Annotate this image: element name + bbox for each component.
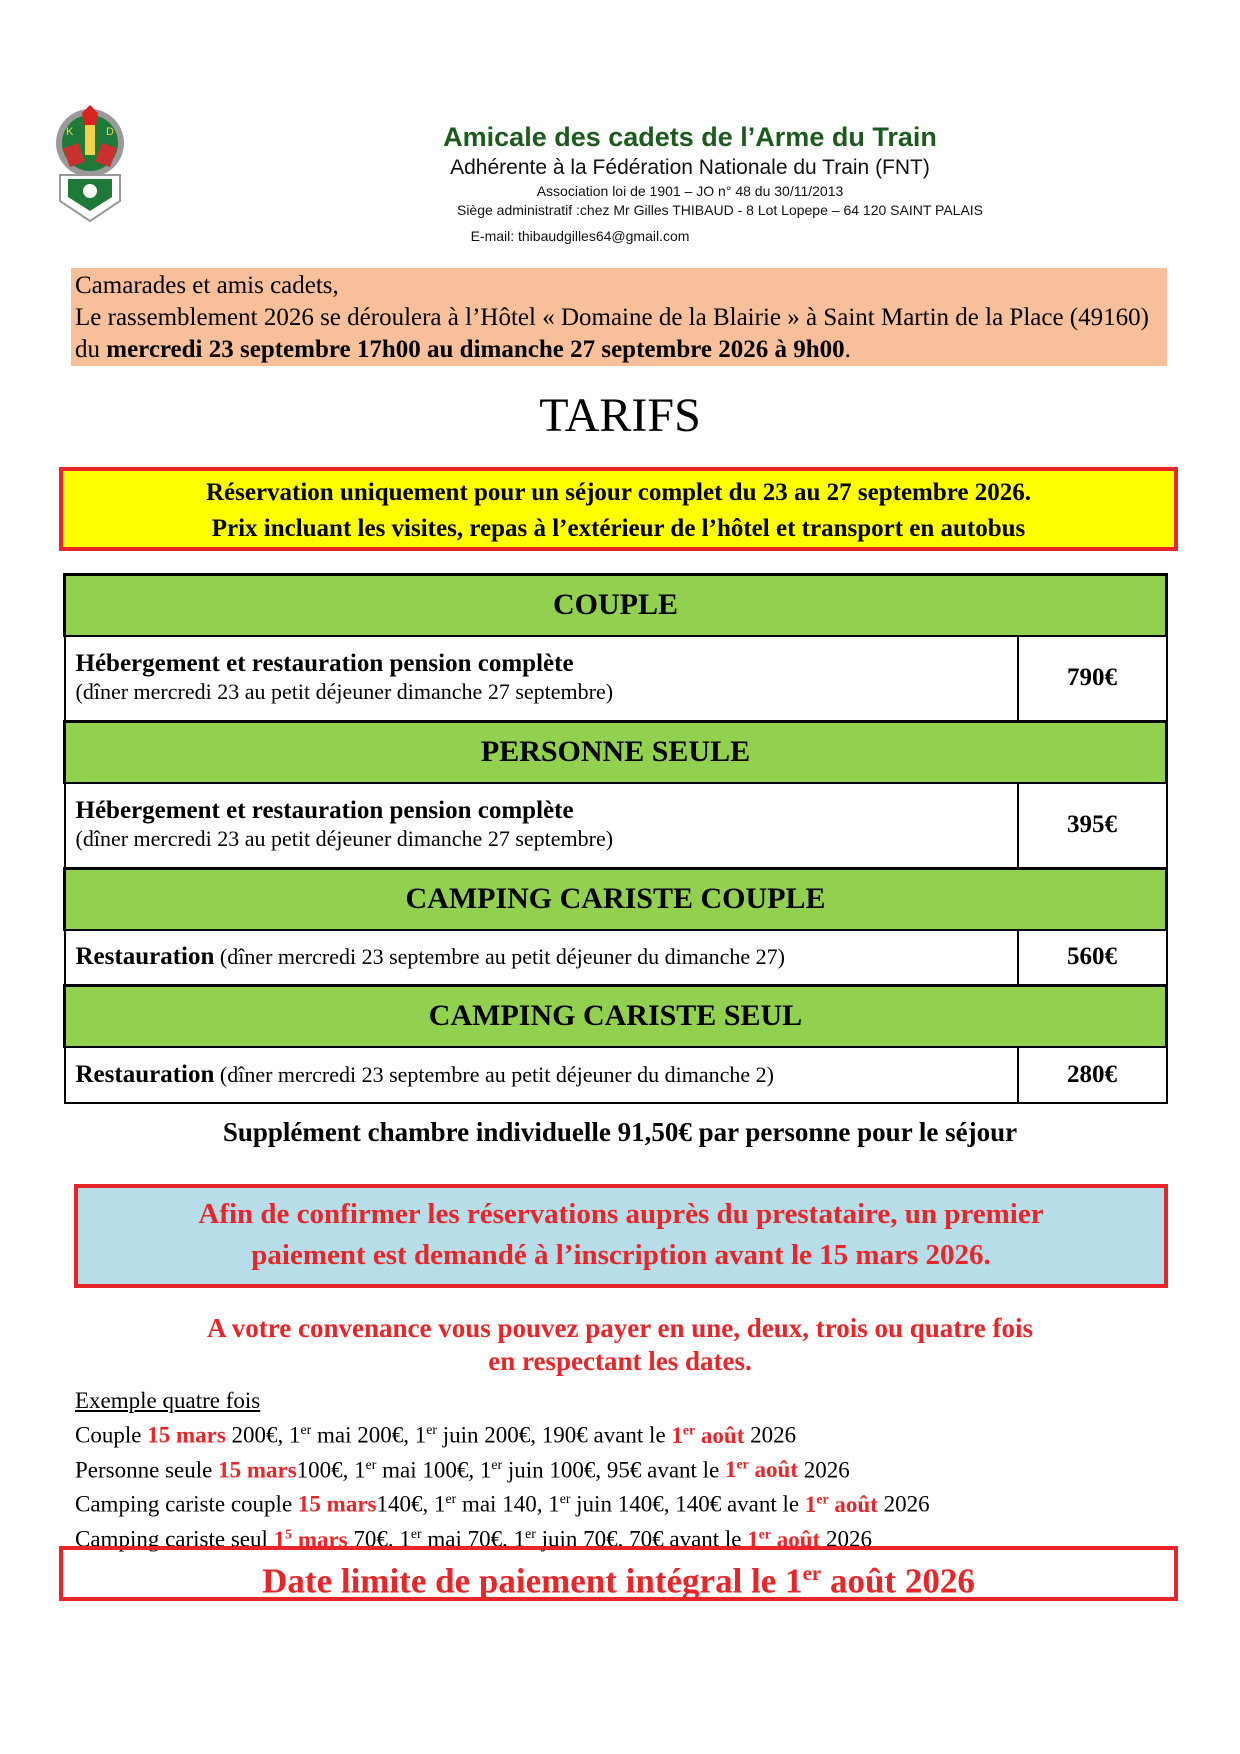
section-header: CAMPING CARISTE COUPLE	[65, 869, 1167, 930]
table-row	[65, 636, 1167, 722]
section-header: PERSONNE SEULE	[65, 722, 1167, 783]
row-price: 395€	[1018, 783, 1167, 869]
row-detail: (dîner mercredi 23 septembre au petit déjeuner du dimanche 2)	[214, 1061, 774, 1087]
payment-notice	[74, 1184, 1168, 1288]
payment-deadline	[59, 1546, 1178, 1601]
deadline-sup: er	[802, 1561, 822, 1585]
row-title: Hébergement et restauration pension complète	[75, 797, 574, 825]
section-header: CAMPING CARISTE SEUL	[65, 986, 1167, 1047]
payment-line-1: Afin de confirmer les réservations auprès du prestataire, un premier	[198, 1198, 1044, 1230]
row-title: Hébergement et restauration pension complète	[75, 650, 574, 678]
intro-dates: mercredi 23 septembre 17h00 au dimanche 27 septembre 2026 à 9h00	[106, 336, 845, 363]
deadline-month: août 2026	[821, 1561, 975, 1601]
example-row: Camping cariste seul $1^5$ mars 70€, 1er mai 70€, 1er juin 70€, 70€ avant le 1er août 2026	[75, 1525, 872, 1552]
example-row: Personne seule 15 mars100€, 1er mai 100€, 1er juin 100€, 95€ avant le 1er août 2026	[75, 1456, 850, 1483]
table-row	[65, 783, 1167, 869]
intro-box	[71, 268, 1167, 366]
email-line: E-mail: thibaudgilles64@gmail.com	[470, 228, 690, 244]
intro-end: .	[844, 336, 851, 363]
supplement-note: Supplément chambre individuelle 91,50€ par personne pour le séjour	[222, 1117, 1018, 1147]
address-line: Siège administratif :chez Mr Gilles THIBAUD - 8 Lot Lopepe – 64 120 SAINT PALAIS	[456, 202, 984, 218]
org-name: Amicale des cadets de l’Arme du Train	[443, 122, 937, 152]
payment-example	[75, 1386, 930, 1554]
row-detail: (dîner mercredi 23 au petit déjeuner dimanche 27 septembre)	[75, 679, 614, 705]
example-row: Camping cariste couple 15 mars140€, 1er mai 140, 1er juin 140€, 140€ avant le 1er août 2026	[75, 1491, 930, 1517]
row-detail: (dîner mercredi 23 au petit déjeuner dimanche 27 septembre)	[75, 826, 614, 852]
convenience-note	[0, 1312, 1240, 1378]
greeting: Camarades et amis cadets,	[75, 272, 339, 299]
notice-line-2: Prix incluant les visites, repas à l’extérieur de l’hôtel et transport en autobus	[211, 515, 1026, 542]
table-row	[65, 1047, 1167, 1103]
table-row	[65, 930, 1167, 986]
payment-line-2: paiement est demandé à l’inscription avant le 15 mars 2026.	[251, 1239, 991, 1271]
association-line: Association loi de 1901 – JO n° 48 du 30/11/2013	[536, 183, 844, 199]
row-price: 790€	[1018, 636, 1167, 722]
convenience-line-2: en respectant les dates.	[488, 1346, 752, 1376]
row-detail: (dîner mercredi 23 septembre au petit déjeuner du dimanche 27)	[214, 944, 785, 970]
page-title: TARIFS	[539, 389, 701, 442]
svg-text:D: D	[106, 126, 114, 138]
row-price: 280€	[1018, 1047, 1167, 1103]
row-price: 560€	[1018, 930, 1167, 986]
example-row: Couple 15 mars 200€, 1er mai 200€, 1er juin 200€, 190€ avant le 1er août 2026	[75, 1422, 797, 1448]
reservation-notice	[59, 467, 1178, 551]
section-header: COUPLE	[65, 575, 1167, 636]
convenience-line-1: A votre convenance vous pouvez payer en une, deux, trois ou quatre fois	[206, 1313, 1034, 1343]
example-heading: Exemple quatre fois	[75, 1388, 261, 1413]
intro-text: Le rassemblement 2026 se déroulera à l’Hôtel « Domaine de la Blairie » à Saint Martin de la Place (49160) du	[75, 304, 1149, 363]
association-logo	[52, 105, 128, 223]
deadline-text: Date limite de paiement intégral le 1	[262, 1561, 803, 1601]
row-title: Restauration	[75, 943, 215, 971]
svg-text:K: K	[66, 126, 74, 138]
row-title: Restauration	[75, 1060, 215, 1088]
tariff-table	[63, 573, 1168, 1104]
federation-line: Adhérente à la Fédération Nationale du Train (FNT)	[450, 156, 930, 179]
notice-line-1: Réservation uniquement pour un séjour complet du 23 au 27 septembre 2026.	[205, 479, 1032, 506]
